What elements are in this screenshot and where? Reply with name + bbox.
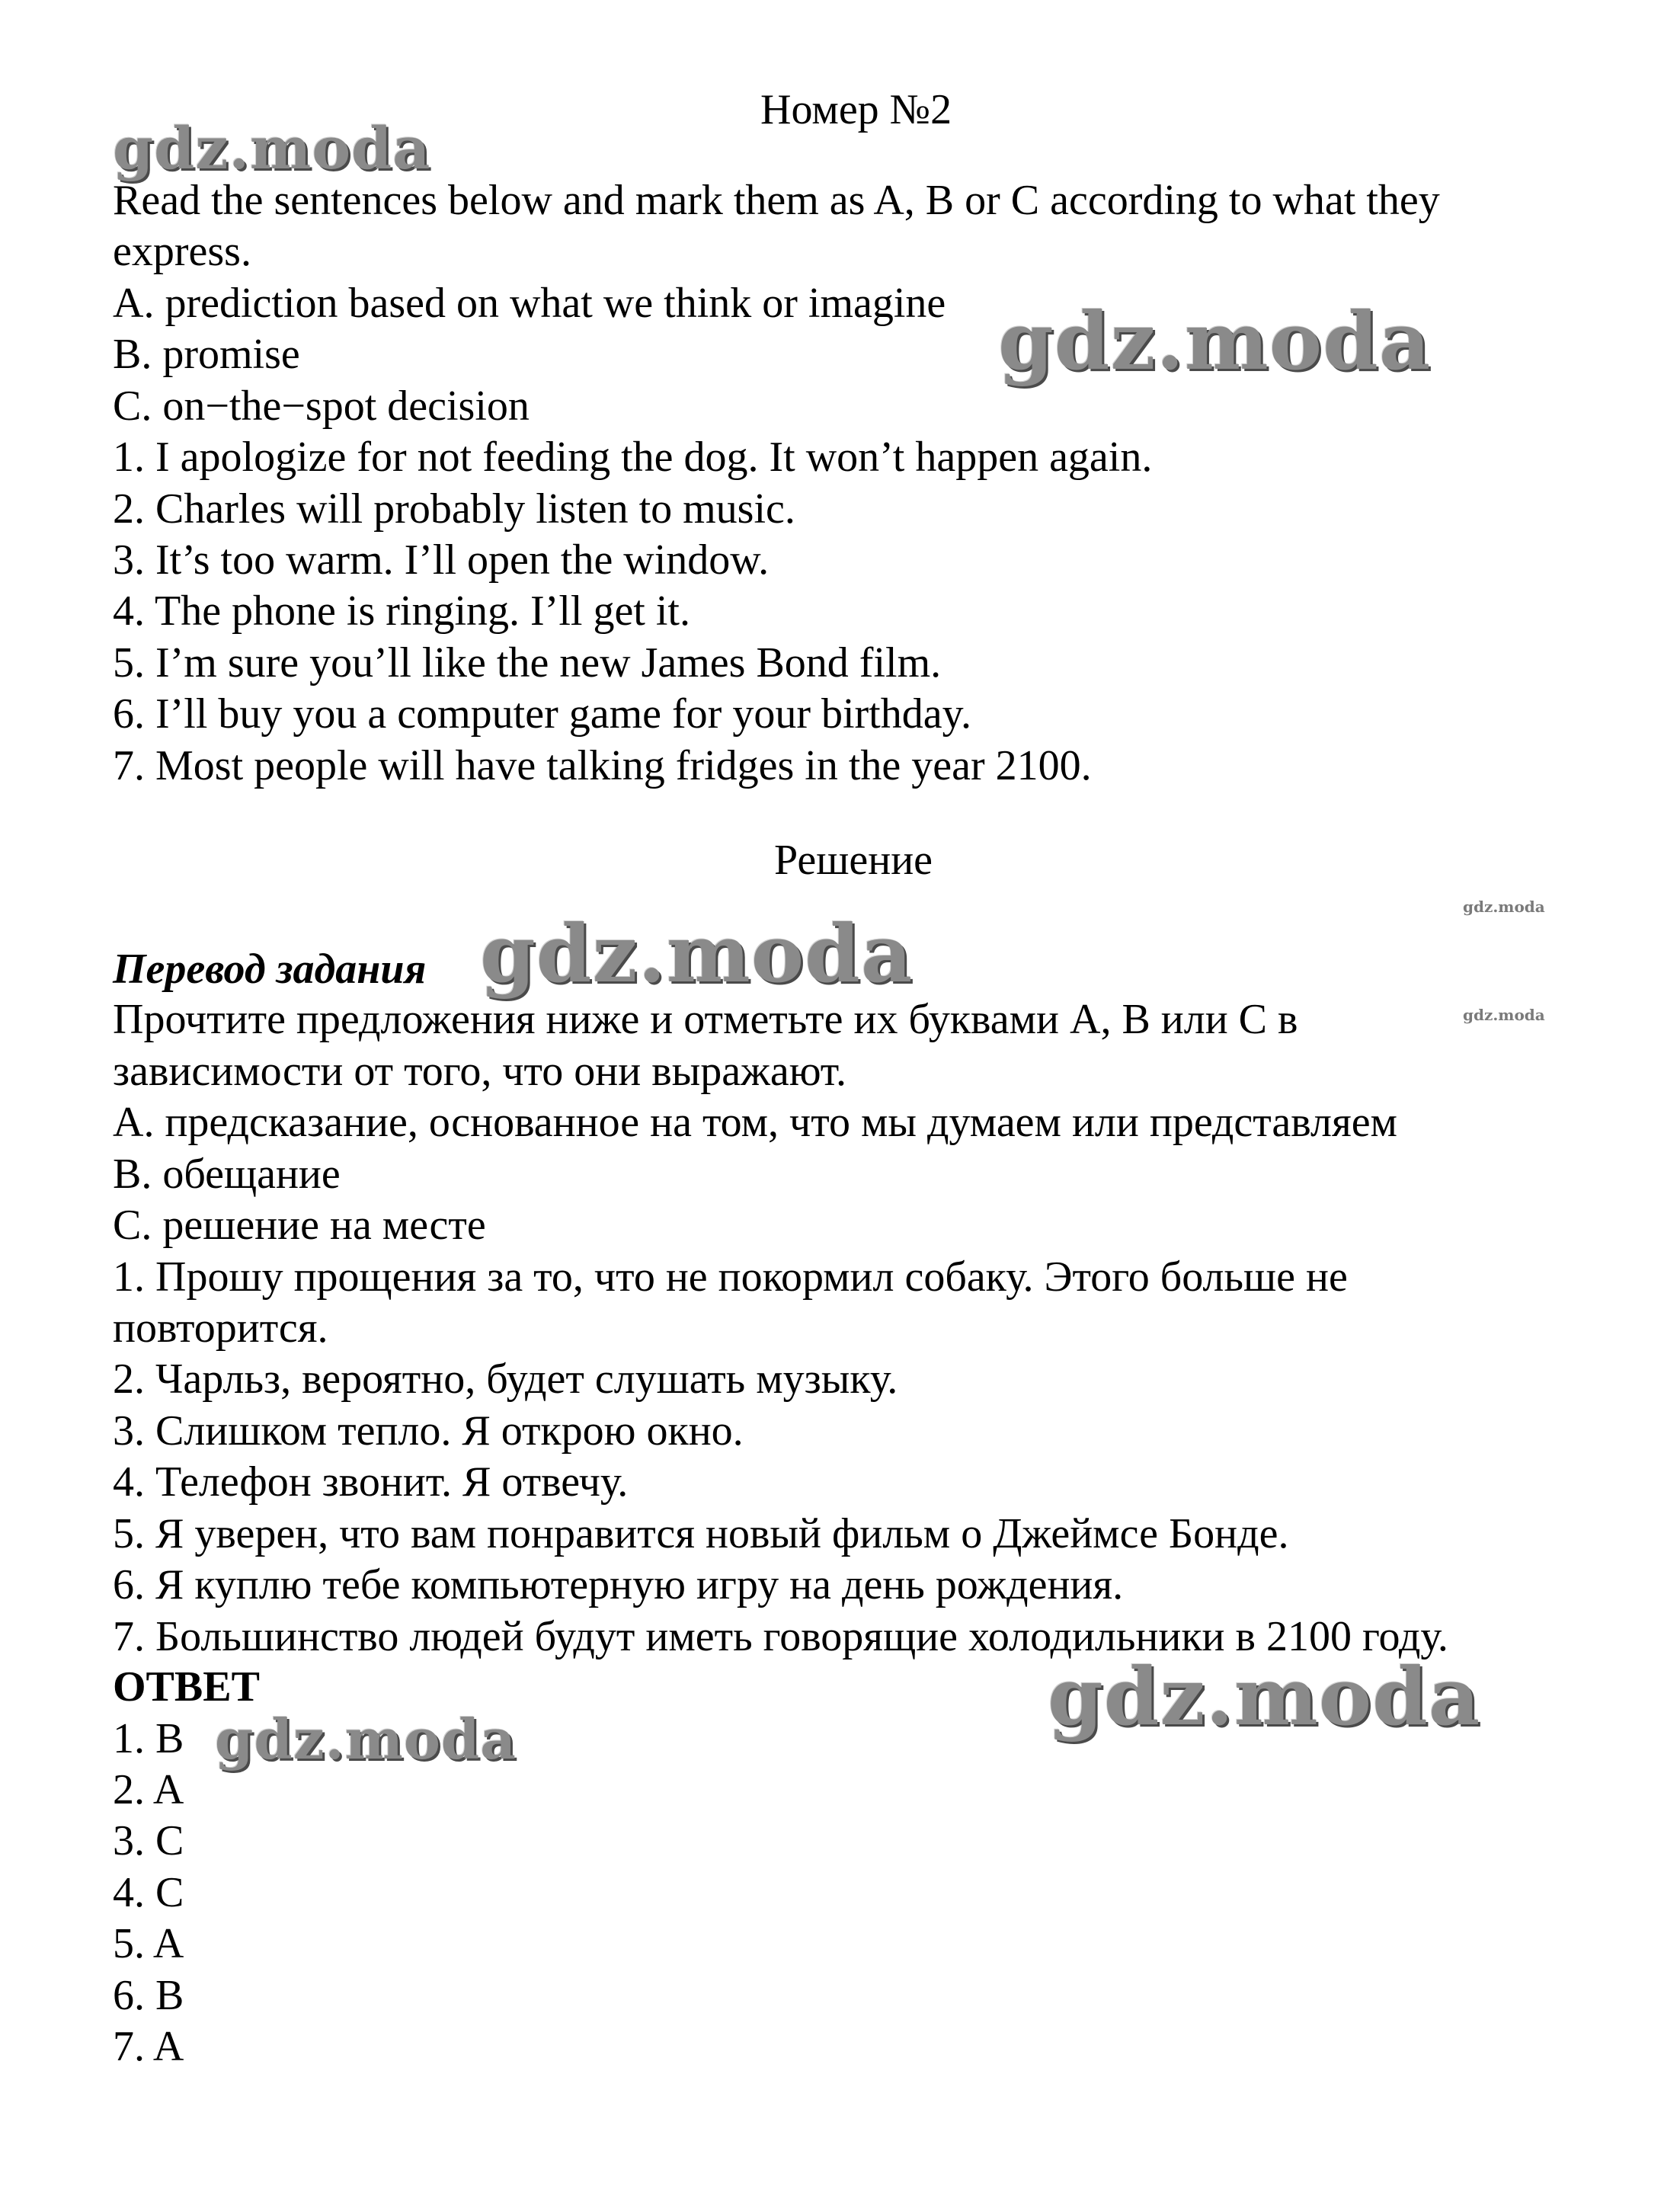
task-sentence: 2. Charles will probably listen to music. [113, 485, 795, 533]
answer-item: 2. A [113, 1766, 184, 1813]
task-instruction: Read the sentences below and mark them as A, B or C according to what they [113, 177, 1440, 224]
translation-sentence: 1. Прошу прощения за то, что не покормил собаку. Этого больше не [113, 1253, 1348, 1301]
watermark-logo: gdz.moda [215, 1707, 517, 1772]
task-sentence: 3. It’s too warm. I’ll open the window. [113, 536, 770, 584]
translation-sentence: повторится. [113, 1304, 328, 1352]
translation-sentence: 7. Большинство людей будут иметь говорящие холодильники в 2100 году. [113, 1613, 1448, 1660]
watermark-logo: gdz.moda [1463, 1006, 1545, 1024]
task-instruction: express. [113, 228, 251, 275]
task-option-b: B. promise [113, 331, 300, 378]
task-sentence: 6. I’ll buy you a computer game for your birthday. [113, 690, 971, 738]
answer-item: 5. A [113, 1920, 184, 1967]
watermark-logo: gdz.moda [998, 294, 1432, 388]
watermark-logo: gdz.moda [480, 907, 914, 1000]
answer-heading: ОТВЕТ [113, 1663, 260, 1711]
answer-item: 1. B [113, 1715, 184, 1762]
task-sentence: 4. The phone is ringing. I’ll get it. [113, 587, 690, 635]
translation-heading: Перевод задания [113, 946, 427, 993]
answer-item: 4. C [113, 1869, 184, 1916]
task-sentence: 5. I’m sure you’ll like the new James Bond film. [113, 639, 942, 687]
page-title: Номер №2 [760, 86, 952, 133]
translation-sentence: 6. Я куплю тебе компьютерную игру на день рождения. [113, 1561, 1124, 1608]
answer-item: 6. B [113, 1972, 184, 2019]
task-option-a: A. prediction based on what we think or imagine [113, 280, 946, 327]
translation-instruction: зависимости от того, что они выражают. [113, 1048, 847, 1095]
watermark-logo: gdz.moda [1463, 898, 1545, 916]
translation-instruction: Прочтите предложения ниже и отметьте их буквами A, B или C в [113, 996, 1298, 1043]
answer-item: 7. A [113, 2023, 184, 2070]
watermark-logo: gdz.moda [1048, 1650, 1481, 1743]
translation-sentence: 5. Я уверен, что вам понравится новый фильм о Джеймсе Бонде. [113, 1510, 1289, 1557]
translation-sentence: 2. Чарльз, вероятно, будет слушать музыку. [113, 1355, 898, 1403]
task-sentence: 7. Most people will have talking fridges in the year 2100. [113, 742, 1092, 789]
answer-item: 3. C [113, 1817, 184, 1864]
translation-sentence: 4. Телефон звонит. Я отвечу. [113, 1458, 629, 1506]
task-option-c: C. on−the−spot decision [113, 382, 530, 430]
watermark-logo: gdz.moda [113, 114, 431, 182]
translation-option-a: A. предсказание, основанное на том, что мы думаем или представляем [113, 1099, 1397, 1146]
translation-option-c: C. решение на месте [113, 1202, 486, 1249]
task-sentence: 1. I apologize for not feeding the dog. It won’t happen again. [113, 434, 1153, 481]
translation-option-b: B. обещание [113, 1151, 341, 1198]
solution-heading: Решение [774, 837, 933, 884]
translation-sentence: 3. Слишком тепло. Я открою окно. [113, 1407, 744, 1455]
